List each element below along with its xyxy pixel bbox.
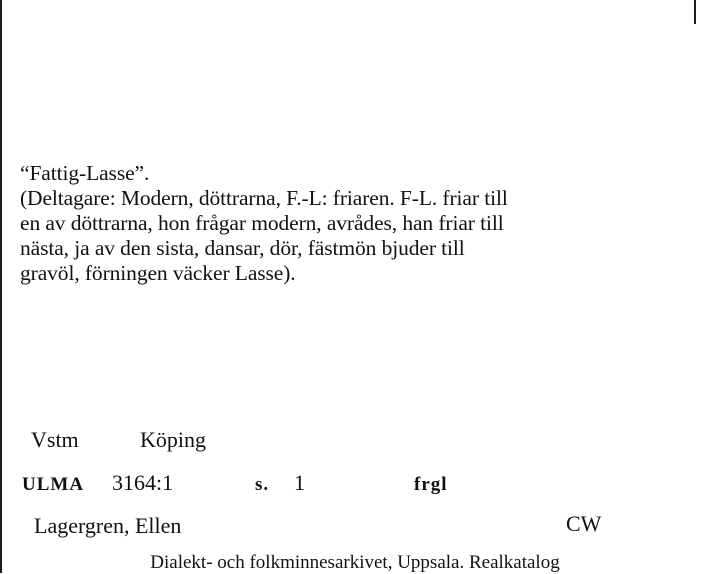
description-line: (Deltagare: Modern, döttrarna, F.-L: friaren. F-L. friar till	[20, 186, 508, 210]
description-line: nästa, ja av den sista, dansar, dör, fästmön bjuder till	[20, 236, 465, 260]
card-body	[20, 161, 680, 286]
description-line: gravöl, förningen väcker Lasse).	[20, 261, 296, 285]
card-title: “Fattig-Lasse”.	[20, 161, 150, 185]
collector-initials: CW	[566, 511, 602, 536]
province: Vstm	[31, 427, 79, 452]
informant-name: Lagergren, Ellen	[34, 513, 182, 538]
category-code: frgl	[414, 474, 448, 495]
card-left-border	[0, 0, 2, 573]
record-number: 3164:1	[112, 470, 174, 495]
card-right-border	[694, 0, 696, 24]
page-number: 1	[294, 470, 305, 495]
page-label: s.	[255, 474, 270, 495]
parish: Köping	[140, 427, 206, 452]
archive-label: ULMA	[22, 474, 85, 495]
description-line: en av döttrarna, hon frågar modern, avrådes, han friar till	[20, 211, 504, 235]
archive-footer: Dialekt- och folkminnesarkivet, Uppsala. Realkatalog	[150, 552, 560, 573]
